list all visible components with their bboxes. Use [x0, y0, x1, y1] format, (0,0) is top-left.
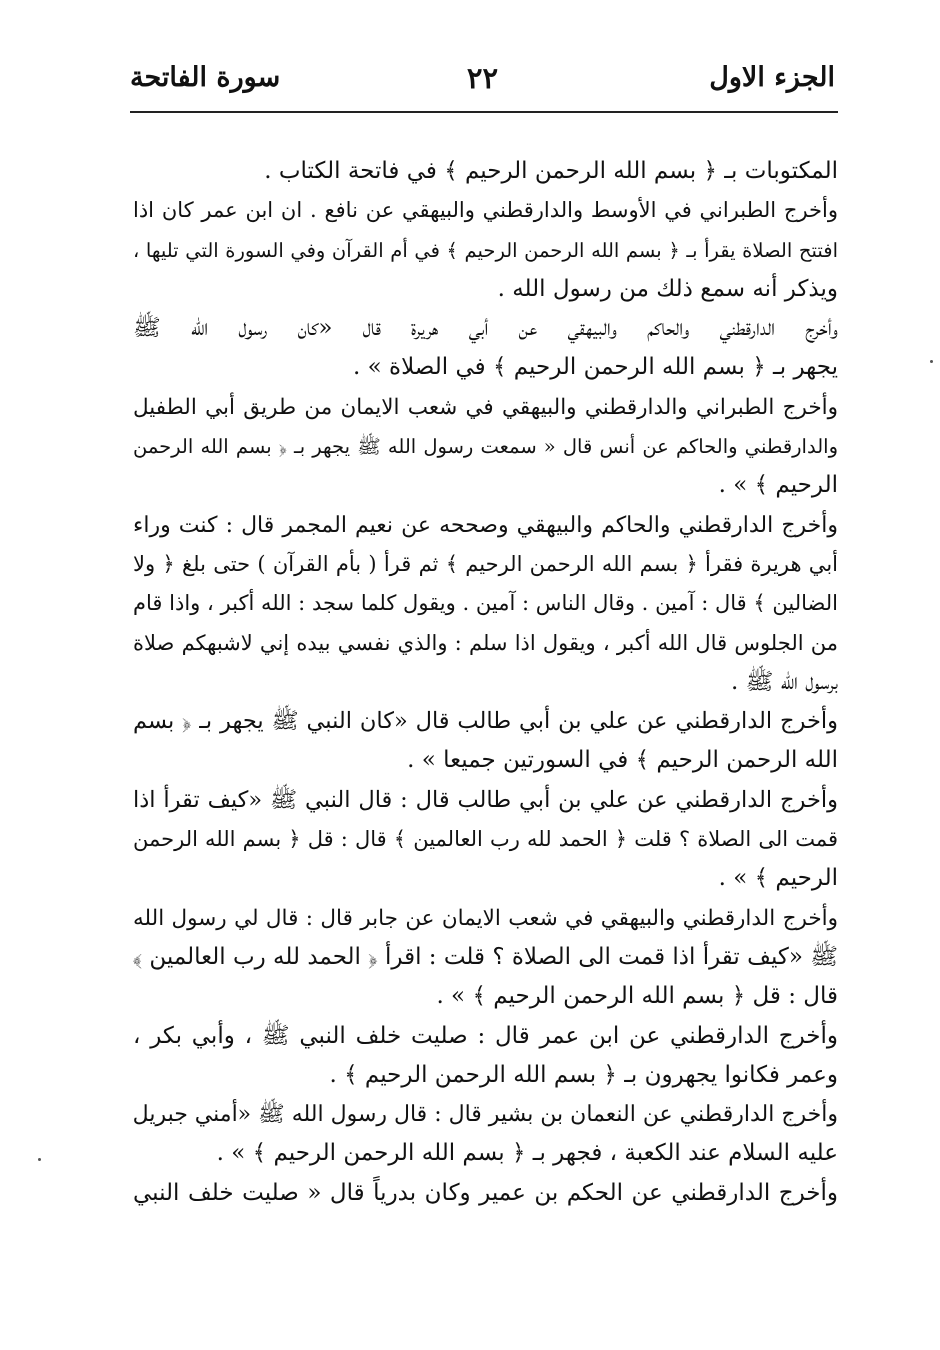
- text-line: والدارقطني والحاكم عن أنس قال « سمعت رسول الله ﷺ يجهر بـ ﴿ بسم الله الرحمن: [133, 435, 838, 459]
- text-line: وعمر فكانوا يجهرون بـ ﴿ بسم الله الرحمن الرحيم ﴾ .: [329, 1061, 838, 1088]
- text-line: يجهر بـ ﴿ بسم الله الرحمن الرحيم ﴾ في الصلاة » .: [353, 354, 838, 381]
- text-line: عليه السلام عند الكعبة ، فجهر بـ ﴿ بسم الله الرحمن الرحيم ﴾ » .: [216, 1140, 838, 1167]
- text-line: قال : قل ﴿ بسم الله الرحمن الرحيم ﴾ » .: [436, 983, 838, 1010]
- text-line: وأخرج الطبراني والدارقطني والبيهقي في شعب الايمان من طريق أبي الطفيل: [133, 394, 838, 420]
- text-line: برسول الله ﷺ .: [731, 668, 838, 695]
- text-line: الرحيم ﴾ » .: [718, 472, 838, 499]
- text-line: وأخرج الدارقطني عن علي بن أبي طالب قال «كان النبي ﷺ يجهر بـ ﴿ بسم: [133, 708, 838, 735]
- text-line: من الجلوس قال الله أكبر ، ويقول اذا سلم : والذي نفسي بيده إني لاشبهكم صلاة: [133, 630, 838, 655]
- page-header: [130, 58, 835, 102]
- text-line: وأخرج الدارقطني عن ابن عمر قال : صليت خلف النبي ﷺ ، وأبي بكر ،: [133, 1022, 838, 1049]
- text-line: وأخرج الدارقطني والحاكم والبيهقي وصححه عن نعيم المجمر قال : كنت وراء: [133, 512, 838, 538]
- text-line: قمت الى الصلاة ؟ قلت ﴿ الحمد لله رب العالمين ﴾ قال : قل ﴿ بسم الله الرحمن: [133, 827, 838, 852]
- body-text: [133, 152, 838, 1213]
- text-line: وأخرج الدارقطني عن الحكم بن عمير وكان بدرياً قال « صليت خلف النبي: [133, 1179, 838, 1206]
- volume-title: الجزء الاول: [709, 62, 835, 93]
- surah-title: سورة الفاتحة: [130, 62, 281, 93]
- scan-speck: [930, 360, 933, 363]
- text-line: وأخرج الطبراني في الأوسط والدارقطني والبيهقي عن نافع . ان ابن عمر كان اذا: [133, 198, 838, 223]
- text-line: الرحيم ﴾ » .: [718, 865, 838, 892]
- header-rule: [130, 111, 838, 113]
- scan-speck: [38, 1158, 41, 1161]
- text-line: وأخرج الدارقطني عن علي بن أبي طالب قال : قال النبي ﷺ «كيف تقرأ اذا: [133, 786, 838, 813]
- text-line: ويذكر أنه سمع ذلك من رسول الله .: [497, 275, 838, 302]
- page-number: ٢٢: [466, 61, 499, 95]
- text-line: وأخرج الدارقطني عن النعمان بن بشير قال : قال رسول الله ﷺ «أمني جبريل: [133, 1102, 838, 1128]
- text-line: وأخرج الدارقطني والحاكم والبيهقي عن أبي هريرة قال «كان رسول الله ﷺ: [133, 315, 838, 342]
- text-line: أبي هريرة فقرأ ﴿ بسم الله الرحمن الرحيم ﴾ ثم قرأ ( بأم القرآن ) حتى بلغ ﴿ ولا: [133, 551, 838, 576]
- text-line: المكتوبات بـ ﴿ بسم الله الرحمن الرحيم ﴾ في فاتحة الكتاب .: [264, 158, 838, 184]
- text-line: ﷺ «كيف تقرأ اذا قمت الى الصلاة ؟ قلت : اقرأ ﴿ الحمد لله رب العالمين ﴾: [133, 943, 838, 970]
- text-line: افتتح الصلاة يقرأ بـ ﴿ بسم الله الرحمن الرحيم ﴾ في أم القرآن وفي السورة التي تليها ،: [133, 238, 838, 262]
- text-line: وأخرج الدارقطني والبيهقي في شعب الايمان عن جابر قال : قال لي رسول الله: [133, 905, 838, 931]
- text-line: الضالين ﴾ قال : آمين . وقال الناس : آمين . ويقول كلما سجد : الله أكبر ، واذا قام: [133, 591, 838, 616]
- text-line: الله الرحمن الرحيم ﴾ في السورتين جميعا » .: [407, 747, 838, 774]
